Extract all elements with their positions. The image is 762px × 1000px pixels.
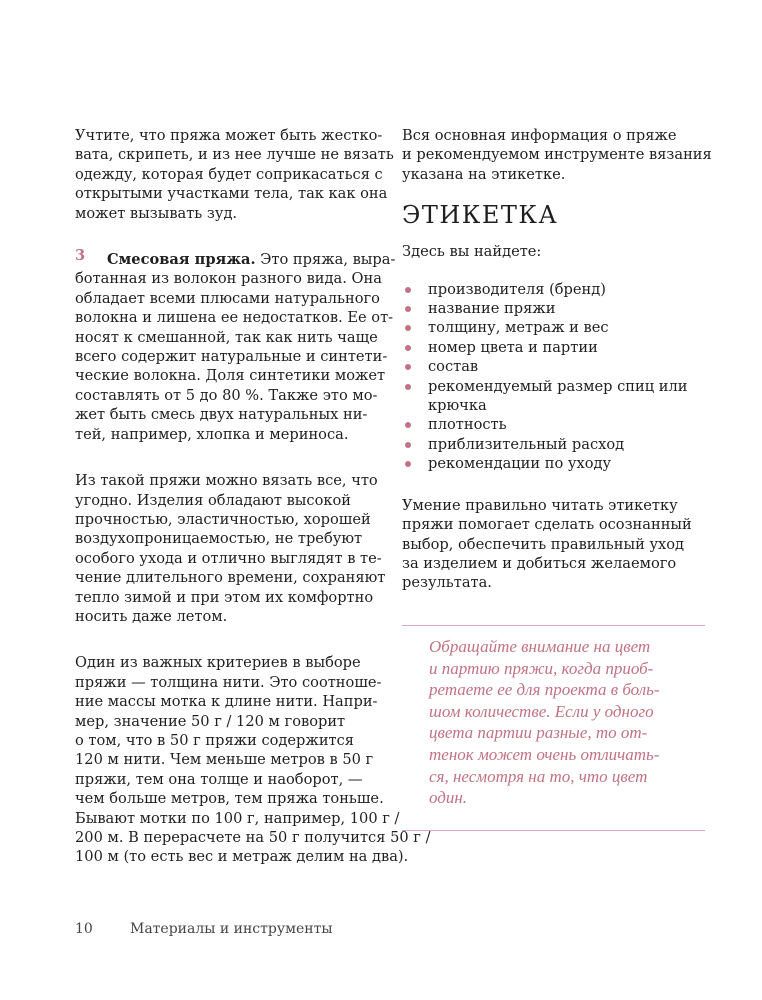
text-line: носить даже летом.	[75, 607, 228, 625]
text-line: пряжи, тем она толще и наоборот, —	[75, 770, 363, 788]
list-item	[402, 415, 707, 434]
text-line: может вызывать зуд.	[75, 204, 238, 222]
tip-line: шом количестве. Если у одного	[429, 701, 654, 721]
text-line: ботанная из волокон разного вида. Она	[75, 270, 382, 288]
list-item	[402, 357, 707, 376]
list-item-text: номер цвета и партии	[428, 338, 598, 356]
text-line: результата.	[402, 574, 492, 592]
paragraph-label-info	[402, 126, 712, 184]
text-line: Из такой пряжи можно вязать все, что	[75, 472, 378, 490]
step-blended-yarn	[75, 247, 396, 444]
bullet-icon	[405, 325, 411, 331]
step-first-line	[75, 250, 396, 269]
text-line: пряжи помогает сделать осознанный	[402, 516, 692, 534]
text-line: волокна и лишена ее недостатков. Ее от-	[75, 309, 394, 327]
list-item	[402, 318, 707, 337]
bullet-icon	[405, 345, 411, 351]
left-column	[75, 126, 431, 894]
text-line: воздухопроницаемостью, не требуют	[75, 530, 363, 548]
text-line: всего содержит натуральные и синтети-	[75, 348, 388, 366]
list-item	[402, 377, 707, 416]
step-body	[75, 269, 394, 444]
tip-line: ся, несмотря на то, что цвет	[429, 766, 648, 786]
bullet-icon	[405, 422, 411, 428]
section-title: Материалы и инструменты	[130, 921, 333, 937]
list-intro-wrap	[402, 242, 707, 261]
text-line: 200 м. В перерасчете на 50 г получится 50 г /	[75, 829, 431, 846]
list-item	[402, 280, 707, 299]
list-item	[402, 454, 707, 473]
text-line: одежду, которая будет соприкасаться с	[75, 165, 383, 183]
text-line: носят к смешанной, так как нить чаще	[75, 328, 378, 346]
right-column	[402, 126, 712, 593]
step-title: Смесовая пряжа.	[107, 251, 256, 269]
list-item	[402, 299, 707, 318]
text-line: вата, скрипеть, и из нее лучше не вязать	[75, 146, 394, 164]
text-line: Один из важных критериев в выборе	[75, 654, 361, 672]
text-line: составлять от 5 до 80 %. Также это мо-	[75, 386, 378, 404]
text-line: за изделием и добиться желаемого	[402, 554, 677, 572]
tip-line: Обращайте внимание на цвет	[429, 637, 651, 656]
text-line: 120 м нити. Чем меньше метров в 50 г	[75, 751, 374, 769]
bullet-icon	[405, 287, 411, 293]
bullet-icon	[405, 442, 411, 448]
text-line: Бывают мотки по 100 г, например, 100 г /	[75, 809, 400, 827]
list-item-text: состав	[428, 358, 479, 376]
list-item	[402, 338, 707, 357]
paragraph-harsh-yarn	[75, 126, 394, 223]
text-line: Умение правильно читать этикетку	[402, 496, 678, 514]
text-line: прочностью, эластичностью, хорошей	[75, 510, 371, 528]
text-line: тепло зимой и при этом их комфортно	[75, 588, 374, 606]
list-item-text: приблизительный расход	[428, 435, 625, 453]
text-line: мер, значение 50 г / 120 м говорит	[75, 712, 346, 730]
text-line: и рекомендуемом инструменте вязания	[402, 146, 712, 164]
bullet-icon	[405, 384, 411, 390]
page-footer	[75, 921, 332, 937]
tip-line: и партию пряжи, когда приоб-	[429, 658, 654, 678]
list-item-text: рекомендации по уходу	[428, 455, 612, 473]
text-line: о том, что в 50 г пряжи содержится	[75, 731, 355, 749]
tip-line: один.	[429, 788, 468, 808]
text-line: 100 м (то есть вес и метраж делим на два).	[75, 848, 409, 866]
tip-line: цвета партии разные, то от-	[429, 723, 648, 743]
bullet-icon	[405, 364, 411, 370]
paragraph-usage	[75, 471, 386, 626]
text-line: ческие волокна. Доля синтетики может	[75, 367, 386, 385]
text-line: указана на этикетке.	[402, 165, 566, 183]
step-first-rest: Это пряжа, выра-	[255, 251, 396, 269]
text-line: особого ухода и отлично выглядят в те-	[75, 549, 382, 567]
text-line: пряжи — толщина нити. Это соотноше-	[75, 673, 382, 691]
page-number: 10	[75, 921, 93, 937]
bullet-icon	[405, 461, 411, 467]
text-line: открытыми участками тела, так как она	[75, 185, 388, 203]
list-item-text: название пряжи	[428, 300, 556, 318]
tip-text	[429, 636, 660, 809]
text-line: выбор, обеспечить правильный уход	[402, 535, 685, 553]
list-intro: Здесь вы найдете:	[402, 243, 542, 261]
paragraph-reading-label	[402, 496, 707, 593]
list-item-text: крючка	[428, 397, 487, 415]
text-line: ние массы мотка к длине нити. Напри-	[75, 693, 378, 711]
list-item-text: толщину, метраж и вес	[428, 319, 609, 337]
text-line: Вся основная информация о пряже	[402, 127, 677, 144]
text-line: чение длительного времени, сохраняют	[75, 569, 386, 587]
list-item-text: плотность	[428, 416, 507, 434]
list-item	[402, 435, 707, 454]
text-line: обладает всеми плюсами натурального	[75, 289, 380, 307]
paragraph-thickness	[75, 653, 431, 866]
tip-callout	[402, 625, 705, 831]
step-number: 3	[75, 247, 86, 265]
text-line: жет быть смесь двух натуральных ни-	[75, 406, 368, 424]
text-line: угодно. Изделия обладают высокой	[75, 491, 352, 509]
list-item-text: производителя (бренд)	[428, 280, 606, 298]
text-line: чем больше метров, тем пряжа тоньше.	[75, 790, 384, 808]
text-line: Учтите, что пряжа может быть жестко-	[75, 127, 383, 144]
tip-line: ретаете ее для проекта в боль-	[429, 680, 660, 700]
section-heading: ЭТИКЕТКА	[402, 201, 559, 230]
text-line: тей, например, хлопка и мериноса.	[75, 425, 349, 443]
bullet-icon	[405, 306, 411, 312]
list-item-text: рекомендуемый размер спиц или	[428, 377, 688, 395]
tip-line: тенок может очень отличать-	[429, 744, 660, 764]
label-contents-list	[402, 280, 707, 474]
